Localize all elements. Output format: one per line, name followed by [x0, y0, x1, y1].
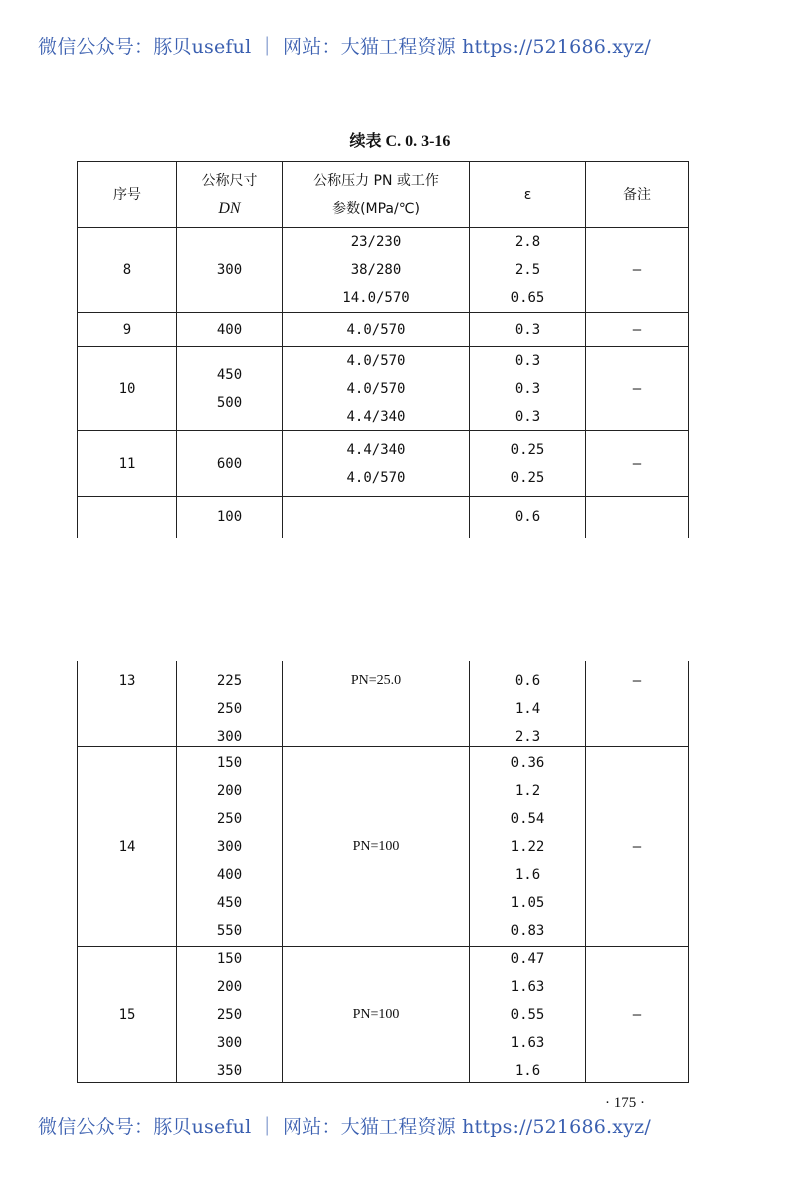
header-pn-unit: 参数(MPa/℃): [332, 200, 420, 217]
page-number: · 175 ·: [605, 1095, 645, 1111]
cell-text: 0.6: [514, 509, 541, 525]
cell-pn: [282, 431, 469, 496]
cell-text: 200: [216, 782, 243, 799]
cell-dn: [176, 431, 282, 496]
header-remark: 备注: [623, 186, 651, 203]
cell-no: [77, 747, 176, 946]
cell-eps: [469, 228, 585, 312]
cell-text: 4.0/570: [346, 380, 406, 397]
cell-text: 0.25: [510, 441, 545, 458]
cell-text: 100: [216, 509, 243, 525]
cell-text: PN=25.0: [350, 673, 402, 688]
cell-text: 450: [216, 894, 243, 911]
cell-dn: [176, 497, 282, 538]
cell-remark: [585, 661, 689, 746]
cell-text: 8: [122, 262, 132, 278]
cell-text: 300: [216, 262, 243, 278]
cell-no: [77, 228, 176, 312]
cell-eps: [469, 947, 585, 1082]
cell-eps: [469, 431, 585, 496]
cell-dn: [176, 947, 282, 1082]
watermark-bottom: 微信公众号：豚贝useful ｜ 网站：大猫工程资源 https://521686.xyz/: [38, 1116, 651, 1138]
cell-text: —: [632, 838, 642, 855]
cell-text: 38/280: [350, 262, 402, 278]
cell-text: 0.6: [514, 673, 541, 689]
header-dn-symbol: DN: [218, 199, 241, 217]
cell-text: 10: [118, 380, 136, 397]
cell-text: —: [632, 673, 642, 689]
cell-dn: [176, 347, 282, 430]
cell-text: 4.4/340: [346, 441, 406, 458]
cell-text: 1.05: [510, 894, 545, 911]
cell-eps: [469, 347, 585, 430]
cell-text: 9: [122, 321, 132, 338]
cell-text: 23/230: [350, 234, 402, 250]
watermark-top: 微信公众号：豚贝useful ｜ 网站：大猫工程资源 https://521686.xyz/: [38, 36, 651, 58]
table-row: [77, 747, 689, 947]
cell-text: 0.47: [510, 950, 545, 967]
cell-remark: [585, 313, 689, 346]
cell-text: 1.2: [514, 782, 541, 799]
cell-text: PN=100: [352, 1006, 400, 1022]
cell-pn: [282, 497, 469, 538]
cell-eps: [469, 661, 585, 746]
cell-text: 200: [216, 978, 243, 995]
cell-text: 14.0/570: [342, 290, 410, 306]
cell-text: 300: [216, 1034, 243, 1051]
cell-text: 0.3: [514, 321, 541, 338]
cell-remark: [585, 497, 689, 538]
table-row: [77, 313, 689, 347]
cell-text: 0.3: [514, 352, 541, 369]
cell-text: 350: [216, 1062, 243, 1079]
cell-text: 4.0/570: [346, 469, 406, 486]
cell-text: 600: [216, 455, 243, 472]
cell-pn: [282, 661, 469, 746]
cell-dn: [176, 661, 282, 746]
cell-text: 0.3: [514, 408, 541, 425]
cell-text: 2.5: [514, 262, 541, 278]
cell-text: —: [632, 262, 642, 278]
cell-text: 0.65: [510, 290, 545, 306]
cell-text: —: [632, 455, 642, 472]
cell-no: [77, 431, 176, 496]
cell-no: [77, 661, 176, 746]
cell-text: 4.4/340: [346, 408, 406, 425]
cell-eps: [469, 497, 585, 538]
table-row: [77, 228, 689, 313]
cell-text: 225: [216, 673, 243, 689]
cell-text: 450: [216, 366, 243, 383]
cell-no: [77, 313, 176, 346]
cell-text: 0.36: [510, 754, 545, 771]
cell-eps: [469, 313, 585, 346]
cell-text: 400: [216, 866, 243, 883]
cell-text: 300: [216, 729, 243, 745]
cell-text: 4.0/570: [346, 321, 406, 338]
table-row: [77, 947, 689, 1083]
cell-text: 1.6: [514, 1062, 541, 1079]
table-fragment-1: [77, 161, 689, 538]
cell-text: —: [632, 321, 642, 338]
cell-dn: [176, 313, 282, 346]
header-no: 序号: [113, 186, 141, 203]
cell-pn: [282, 947, 469, 1082]
cell-text: 4.0/570: [346, 352, 406, 369]
cell-text: 250: [216, 701, 243, 717]
cell-remark: [585, 431, 689, 496]
cell-remark: [585, 947, 689, 1082]
cell-text: 11: [118, 455, 136, 472]
cell-text: 150: [216, 950, 243, 967]
table-row: [77, 661, 689, 747]
cell-text: 500: [216, 394, 243, 411]
cell-text: 1.6: [514, 866, 541, 883]
cell-text: —: [632, 1006, 642, 1023]
cell-dn: [176, 747, 282, 946]
header-epsilon: ε: [523, 186, 532, 203]
cell-dn: [176, 228, 282, 312]
cell-text: 250: [216, 1006, 243, 1023]
cell-eps: [469, 747, 585, 946]
table-header-row: [77, 162, 689, 228]
cell-text: 15: [118, 1006, 136, 1023]
cell-text: 1.63: [510, 978, 545, 995]
cell-pn: [282, 747, 469, 946]
table-title: 续表 C. 0. 3-16: [349, 133, 451, 150]
cell-remark: [585, 747, 689, 946]
cell-text: 14: [118, 838, 136, 855]
cell-remark: [585, 347, 689, 430]
cell-pn: [282, 228, 469, 312]
cell-text: 0.3: [514, 380, 541, 397]
cell-text: 2.8: [514, 234, 541, 250]
cell-no: [77, 347, 176, 430]
cell-pn: [282, 313, 469, 346]
table-fragment-2: [77, 661, 689, 1084]
cell-text: PN=100: [352, 838, 400, 854]
cell-text: 1.4: [514, 701, 541, 717]
cell-text: 13: [118, 673, 136, 689]
cell-remark: [585, 228, 689, 312]
cell-no: [77, 947, 176, 1082]
cell-text: 0.83: [510, 922, 545, 939]
cell-text: 2.3: [514, 729, 541, 745]
cell-text: 300: [216, 838, 243, 855]
cell-text: 400: [216, 321, 243, 338]
cell-text: 1.22: [510, 838, 545, 855]
table-row: [77, 497, 689, 538]
header-pn: 公称压力 PN 或工作: [313, 172, 439, 189]
cell-text: 150: [216, 754, 243, 771]
cell-text: 0.54: [510, 810, 545, 827]
cell-text: 0.55: [510, 1006, 545, 1023]
cell-text: 1.63: [510, 1034, 545, 1051]
header-dn: 公称尺寸: [201, 172, 258, 189]
table-row: [77, 431, 689, 497]
cell-pn: [282, 347, 469, 430]
cell-text: 250: [216, 810, 243, 827]
cell-text: 550: [216, 922, 243, 939]
cell-no: [77, 497, 176, 538]
cell-text: 0.25: [510, 469, 545, 486]
cell-text: —: [632, 380, 642, 397]
table-row: [77, 347, 689, 431]
